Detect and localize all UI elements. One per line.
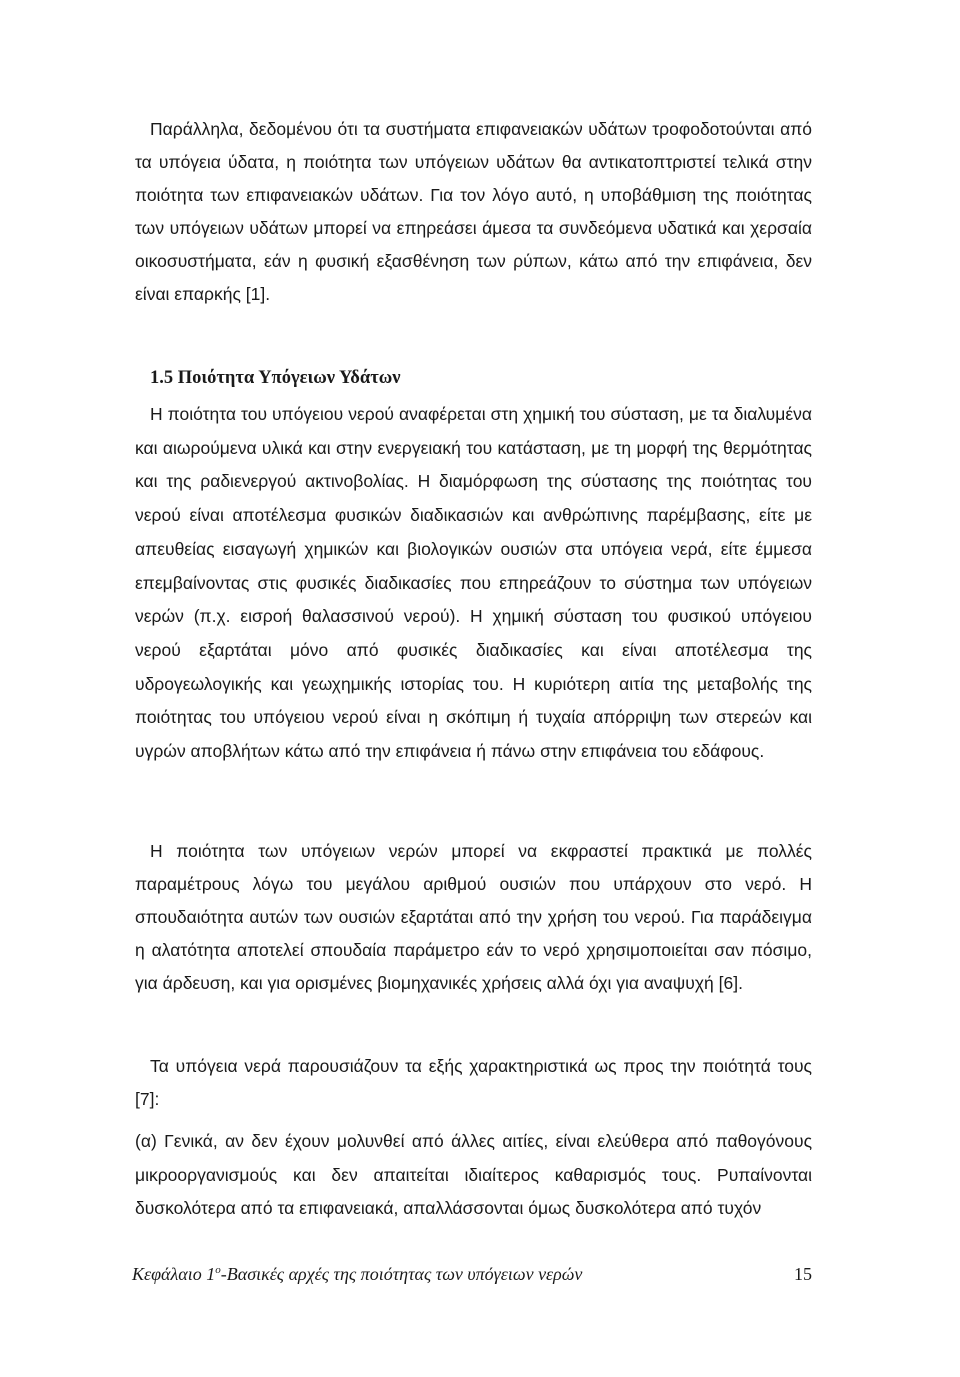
footer-chapter-sup: ο <box>215 1264 221 1276</box>
page-footer <box>132 1264 812 1285</box>
paragraph-parameters: Η ποιότητα των υπόγειων νερών μπορεί να εκφραστεί πρακτικά με πολλές παραμέτρους λόγω του μεγάλου αριθμού ουσιών που υπάρχουν στο νερό. Η σπουδαιότητα αυτών των ουσιών εξαρτάται από την χρήση του νερού. Για παράδειγμα η αλατότητα αποτελεί σπουδαία παράμετρο εάν το νερό χρησιμοποιείται σαν πόσιμο, για άρδευση, και για ορισμένες βιομηχανικές χρήσεις αλλά όχι για αναψυχή [6]. <box>135 841 812 993</box>
footer-chapter-prefix: Κεφάλαιο 1 <box>132 1264 216 1284</box>
footer-chapter-rest: -Βασικές αρχές της ποιότητας των υπόγειων νερών <box>220 1264 583 1284</box>
paragraph-intro: Παράλληλα, δεδομένου ότι τα συστήματα επιφανειακών υδάτων τροφοδοτούνται από τα υπόγεια ύδατα, η ποιότητα των υπόγειων υδάτων θα αντικατοπτριστεί τελικά στην ποιότητα των επιφανειακών υδάτων. Για τον λόγο αυτό, η υποβάθμιση της ποιότητας των υπόγειων υδάτων μπορεί να επηρεάσει άμεσα τα συνδεόμενα υδατικά και χερσαία οικοσυστήματα, εάν η φυσική εξασθένηση των ρύπων, κάτω από την επιφάνεια, δεν είναι επαρκής [1]. <box>135 119 812 304</box>
section-heading: 1.5 Ποιότητα Υπόγειων Υδάτων <box>150 368 401 388</box>
page-number: 15 <box>794 1264 812 1284</box>
list-item-a: (α) Γενικά, αν δεν έχουν μολυνθεί από άλλες αιτίες, είναι ελεύθερα από παθογόνους μικροοργανισμούς και δεν απαιτείται ιδιαίτερος καθαρισμός τους. Ρυπαίνονται δυσκολότερα από τα επιφανειακά, απαλλάσσονται όμως δυσκολότερα από τυχόν <box>135 1131 812 1218</box>
footer-chapter-title <box>132 1264 582 1284</box>
paragraph-characteristics-intro: Τα υπόγεια νερά παρουσιάζουν τα εξής χαρακτηριστικά ως προς την ποιότητά τους [7]: <box>135 1056 812 1109</box>
paragraph-section-body: Η ποιότητα του υπόγειου νερού αναφέρεται στη χημική του σύσταση, με τα διαλυμένα και αιωρούμενα υλικά και στην ενεργειακή του κατάσταση, με τη μορφή της θερμότητας και της ραδιενεργού ακτινοβολίας. Η διαμόρφωση της σύστασης της ποιότητας του νερού είναι αποτέλεσμα φυσικών διαδικασιών και ανθρώπινης παρέμβασης, είτε με απευθείας εισαγωγή χημικών και βιολογικών ουσιών στα υπόγεια νερά, είτε έμμεσα επεμβαίνοντας στις φυσικές διαδικασίες που επηρεάζουν το σύστημα των υπόγειων νερών (π.χ. εισροή θαλασσινού νερού). Η χημική σύσταση του φυσικού υπόγειου νερού εξαρτάται μόνο από φυσικές διαδικασίες και είναι αποτέλεσμα της υδρογεωλογικής και γεωχημικής ιστορίας του. Η κυριότερη αιτία της μεταβολής της ποιότητας του υπόγειου νερού είναι η σκόπιμη ή τυχαία απόρριψη των στερεών και υγρών αποβλήτων κάτω από την επιφάνεια ή πάνω στην επιφάνεια του εδάφους. <box>135 404 812 762</box>
